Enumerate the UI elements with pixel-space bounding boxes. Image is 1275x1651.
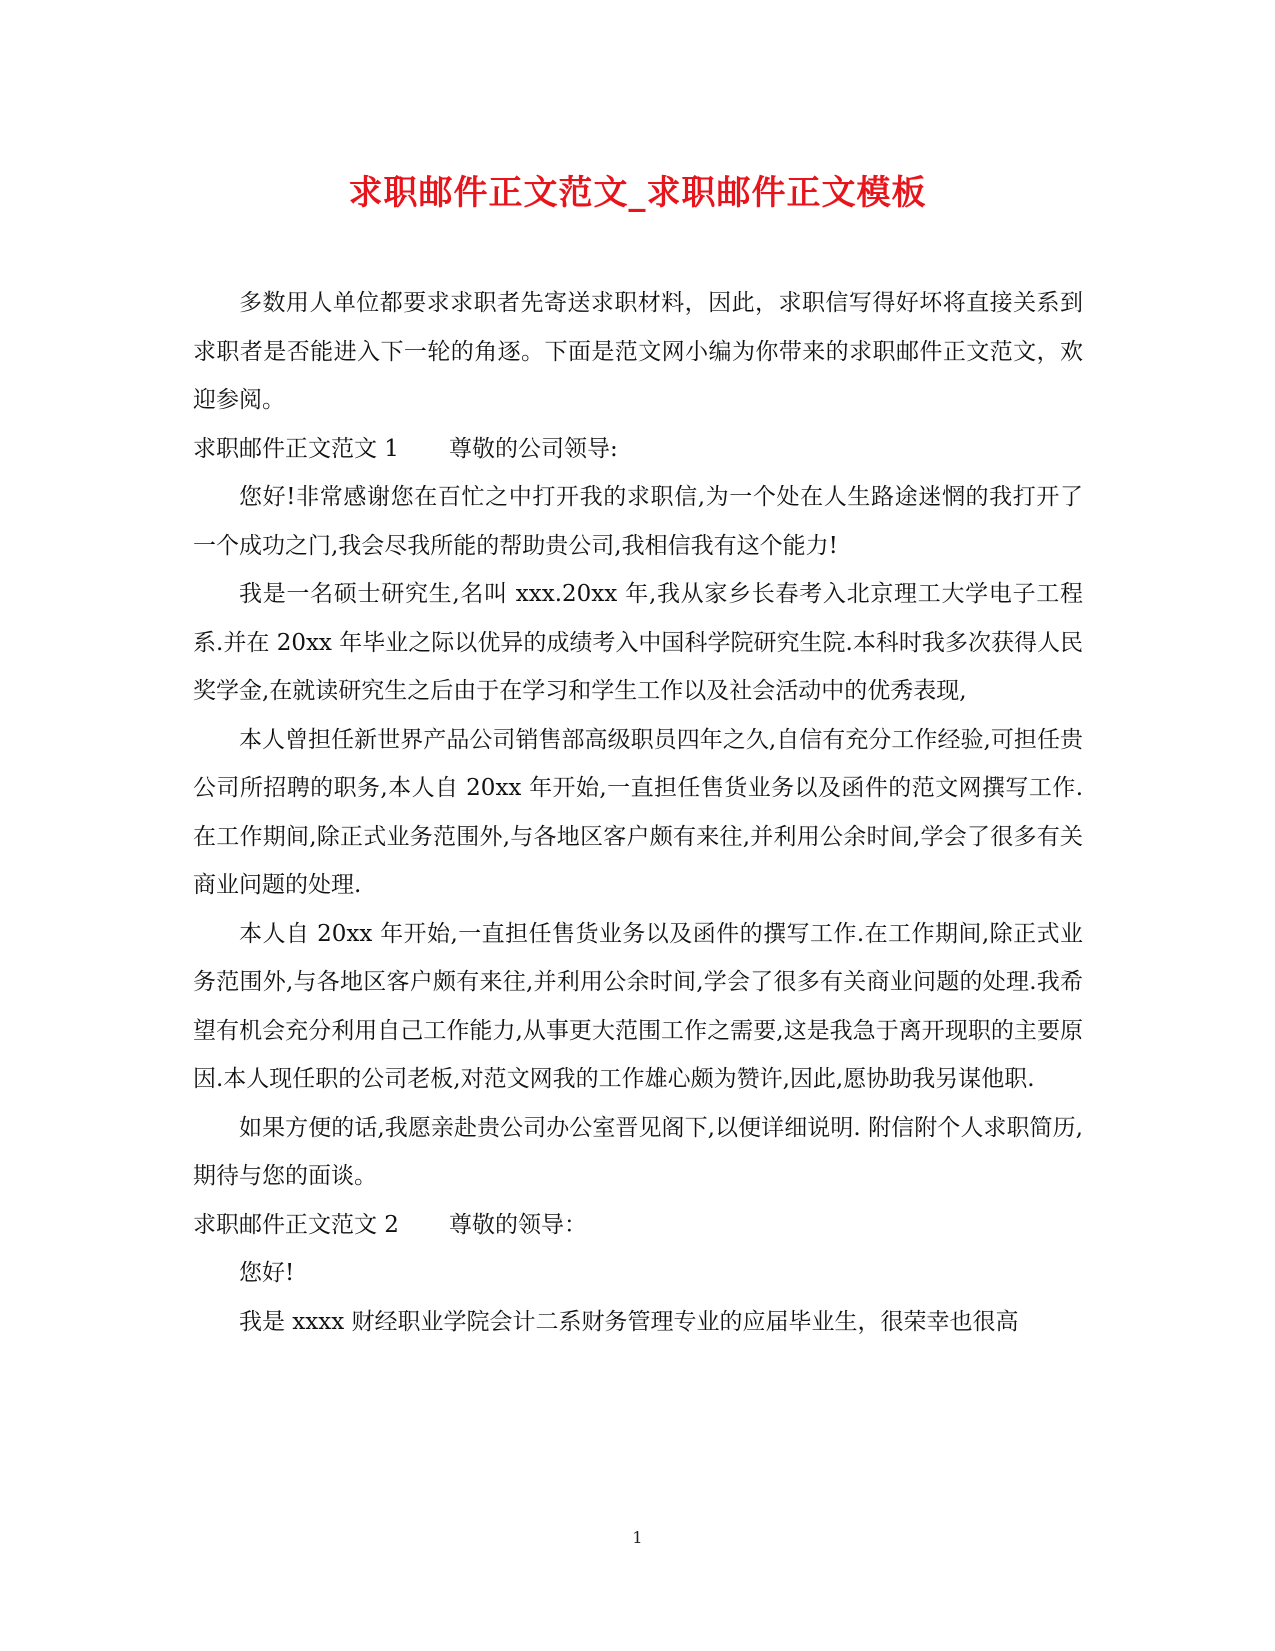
section-2-paragraph: 您好! bbox=[239, 1260, 295, 1286]
section-2-label: 求职邮件正文范文 2 bbox=[193, 1211, 399, 1238]
section-1-paragraph: 本人曾担任新世界产品公司销售部高级职员四年之久,自信有充分工作经验,可担任贵公司所招聘的职务,本人自 20xx 年开始,一直担任售货业务以及函件的范文网撰写工作.在工作期间,除正式业务范围外,与各地区客户颇有来往,并利用公余时间,学会了很多有关商业问题的处理. bbox=[193, 726, 1083, 898]
intro-paragraph: 多数用人单位都要求求职者先寄送求职材料，因此，求职信写得好坏将直接关系到求职者是否能进入下一轮的角逐。下面是范文网小编为你带来的求职邮件正文范文，欢迎参阅。 bbox=[193, 290, 1083, 413]
section-1-paragraph: 本人自 20xx 年开始,一直担任售货业务以及函件的撰写工作.在工作期间,除正式业务范围外,与各地区客户颇有来往,并利用公余时间,学会了很多有关商业问题的处理.我希望有机会充分利用自己工作能力,从事更大范围工作之需要,这是我急于离开现职的主要原因.本人现任职的公司老板,对范文网我的工作雄心颇为赞许,因此,愿协助我另谋他职. bbox=[193, 920, 1083, 1092]
section-2-heading bbox=[193, 1201, 1083, 1250]
page-number: 1 bbox=[632, 1528, 643, 1547]
document-body bbox=[193, 279, 1083, 1346]
document-title: 求职邮件正文范文_求职邮件正文模板 bbox=[348, 173, 927, 213]
section-2-paragraph: 我是 xxxx 财经职业学院会计二系财务管理专业的应届毕业生，很荣幸也很高 bbox=[239, 1308, 1019, 1335]
section-1-label: 求职邮件正文范文 1 bbox=[193, 435, 399, 462]
section-1-paragraph: 您好!非常感谢您在百忙之中打开我的求职信,为一个处在人生路途迷惘的我打开了一个成功之门,我会尽我所能的帮助贵公司,我相信我有这个能力! bbox=[193, 484, 1083, 559]
section-1-paragraph: 我是一名硕士研究生,名叫 xxx.20xx 年,我从家乡长春考入北京理工大学电子工程系.并在 20xx 年毕业之际以优异的成绩考入中国科学院研究生院.本科时我多次获得人民奖学金,在就读研究生之后由于在学习和学生工作以及社会活动中的优秀表现, bbox=[193, 581, 1083, 704]
section-2-salutation: 尊敬的领导： bbox=[448, 1211, 587, 1238]
section-1-paragraph: 如果方便的话,我愿亲赴贵公司办公室晋见阁下,以便详细说明. 附信附个人求职简历,期待与您的面谈。 bbox=[193, 1114, 1083, 1189]
section-1-heading bbox=[193, 425, 1083, 474]
section-1-salutation: 尊敬的公司领导: bbox=[448, 435, 618, 462]
